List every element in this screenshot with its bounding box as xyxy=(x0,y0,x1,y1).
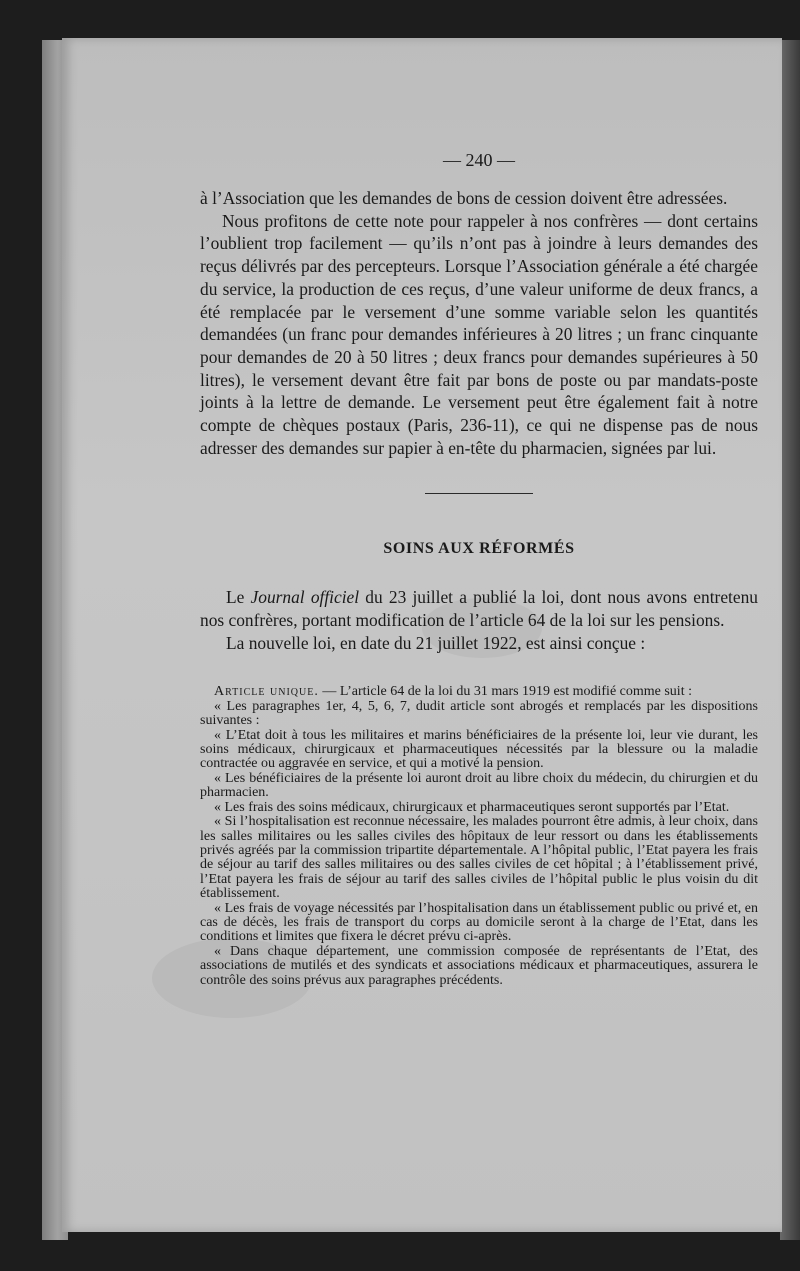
law-paragraph: « Les frais des soins médicaux, chirurgicaux et pharmaceutiques seront supportés par l’Etat. xyxy=(214,799,730,815)
law-article-heading xyxy=(200,685,758,699)
section-divider xyxy=(425,493,533,494)
paragraph: à l’Association que les demandes de bons de cession doivent être adressées. xyxy=(200,188,728,208)
section-title: SOINS AUX RÉFORMÉS xyxy=(383,540,575,558)
text-run: du 23 juillet a publié la loi, dont nous avons entretenu nos confrères, portant modification de l’article 64 de la loi sur les pensions. xyxy=(200,587,758,631)
paragraph: La nouvelle loi, en date du 21 juillet 1922, est ainsi conçue : xyxy=(226,633,646,654)
law-paragraph: « Si l’hospitalisation est reconnue nécessaire, les malades pourront être admis, à leur choix, dans les salles militaires ou les salles civiles des hôpitaux de leur ressort ou dans les établissements privés agréés par la commission tripartite départementale. A l’hôpital public, l’Etat payera les frais de séjour au tarif des salles militaires ou des salles civiles de cet hôpital ; à l’établissement privé, l’Etat payera les frais de séjour au tarif des salles civiles de l’hôpital public le plus voisin du dit établissement. xyxy=(200,814,758,902)
law-paragraph: « L’Etat doit à tous les militaires et marins bénéficiaires de la présente loi, leur vie durant, les soins médicaux, chirurgicaux et pharmaceutiques nécessités par la blessure ou la maladie contractée ou aggravée en service, et qui a motivé la pension. xyxy=(200,727,758,772)
law-paragraph: « Les bénéficiaires de la présente loi auront droit au libre choix du médecin, du chirurgien et du pharmacien. xyxy=(200,770,758,801)
journal-title: Journal officiel xyxy=(250,587,360,608)
article-text: — L’article 64 de la loi du 31 mars 1919 est modifié comme suit : xyxy=(318,684,692,700)
law-paragraph: « Les paragraphes 1er, 4, 5, 6, 7, dudit article sont abrogés et remplacés par les dispositions suivantes : xyxy=(200,698,758,729)
article-label: Article unique. xyxy=(214,684,319,700)
text-run: Le xyxy=(226,587,251,608)
preceding-article-text xyxy=(200,187,758,459)
section-intro xyxy=(200,586,758,655)
page-number: — 240 — xyxy=(443,150,515,170)
law-paragraph: « Dans chaque département, une commission composée de représentants de l’Etat, des associations de mutilés et des syndicats et associations médicaux et pharmaceutiques, assurera le contrôle des soins prévus aux paragraphes précédents. xyxy=(200,943,758,988)
paragraph xyxy=(200,586,758,632)
paragraph: Nous profitons de cette note pour rappeler à nos confrères — dont certains l’oublient trop facilement — qu’ils n’ont pas à joindre à leurs demandes des reçus délivrés par des percepteurs. Lorsque l’Association générale a été chargée du service, la production de ces reçus, d’une valeur uniforme de deux francs, a été remplacée par le versement d’une somme variable selon les quantités demandées (un franc pour demandes inférieures à 20 litres ; un franc cinquante pour demandes de 20 à 50 litres ; deux francs pour demandes supérieures à 50 litres), le versement devant être fait par bons de poste ou par mandats-poste joints à la lettre de demande. Le versement peut être également fait à notre compte de chèques postaux (Paris, 236-11), ce qui ne dispense pas de nous adresser des demandes sur papier à en-tête du pharmacien, signées par lui. xyxy=(200,210,758,458)
law-text xyxy=(200,685,758,988)
page-content xyxy=(200,150,758,988)
law-paragraph: « Les frais de voyage nécessités par l’hospitalisation dans un établissement public ou privé et, en cas de décès, les frais de transport du corps au domicile seront à la charge de l’Etat, dans les conditions et limites que fixera le décret prévu ci-après. xyxy=(200,900,758,945)
book-page-stack-right xyxy=(780,40,800,1240)
